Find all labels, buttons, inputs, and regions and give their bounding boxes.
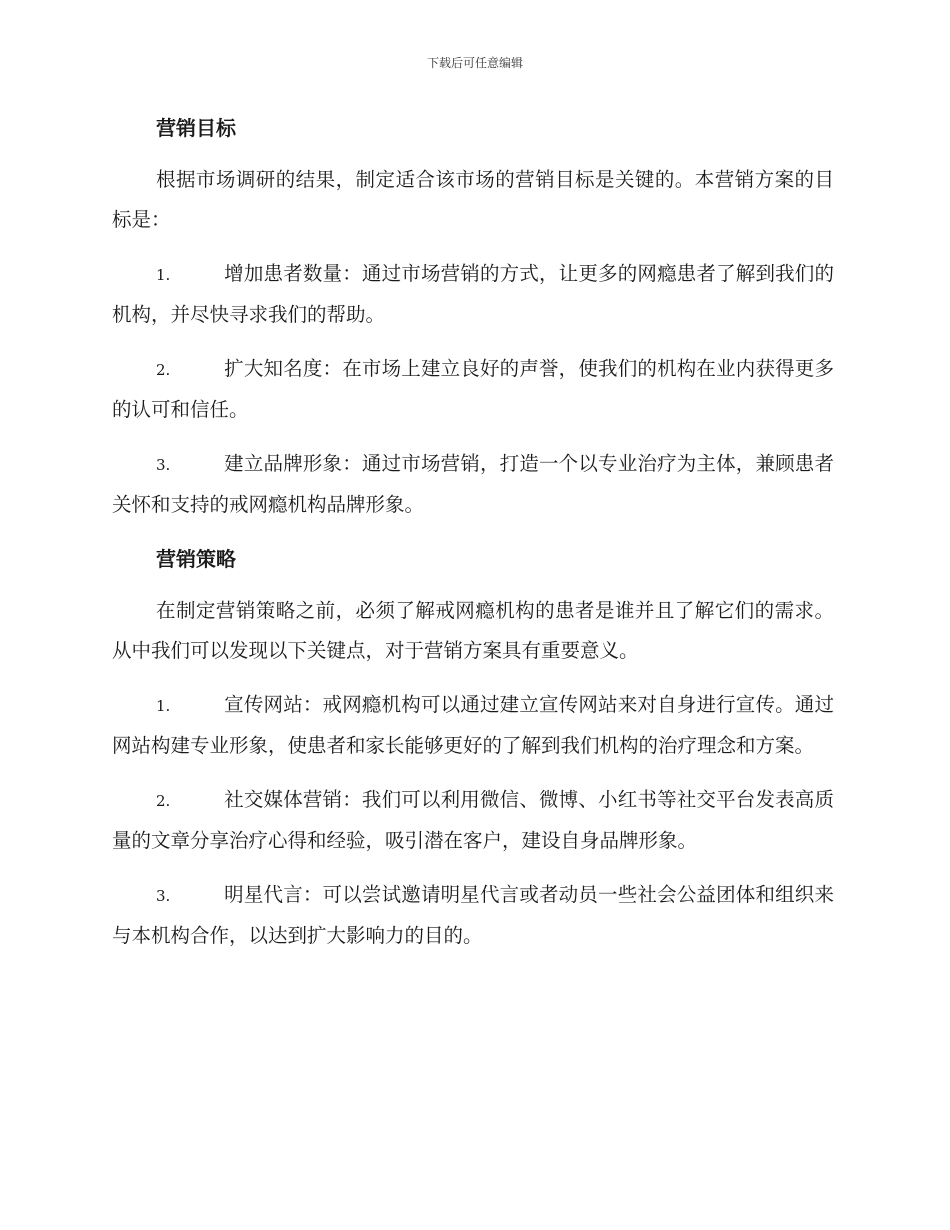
list-number: 2. xyxy=(156,792,171,810)
section-intro: 根据市场调研的结果，制定适合该市场的营销目标是关键的。本营销方案的目标是： xyxy=(112,168,834,231)
list-number: 1. xyxy=(156,266,171,284)
list-number: 3. xyxy=(156,887,171,905)
list-item xyxy=(112,875,834,956)
list-item xyxy=(112,685,834,766)
page-header: 下载后可任意编辑 xyxy=(426,56,523,70)
document-content xyxy=(112,108,834,970)
section-heading: 营销目标 xyxy=(156,116,236,140)
list-item xyxy=(112,444,834,525)
section-heading: 营销策略 xyxy=(156,547,236,571)
section-intro: 在制定营销策略之前，必须了解戒网瘾机构的患者是谁并且了解它们的需求。从中我们可以发现以下关键点，对于营销方案具有重要意义。 xyxy=(112,599,834,662)
section-marketing-strategy xyxy=(112,539,834,956)
list-number: 2. xyxy=(156,361,171,379)
list-number: 1. xyxy=(156,697,171,715)
list-item xyxy=(112,780,834,861)
list-number: 3. xyxy=(156,456,171,474)
list-item xyxy=(112,254,834,335)
list-text: 社交媒体营销：我们可以利用微信、微博、小红书等社交平台发表高质量的文章分享治疗心得和经验，吸引潜在客户，建设自身品牌形象。 xyxy=(112,788,834,852)
list-text: 增加患者数量：通过市场营销的方式，让更多的网瘾患者了解到我们的机构，并尽快寻求我们的帮助。 xyxy=(112,262,834,326)
list-text: 建立品牌形象：通过市场营销，打造一个以专业治疗为主体，兼顾患者关怀和支持的戒网瘾机构品牌形象。 xyxy=(112,452,834,516)
list-item xyxy=(112,349,834,430)
list-text: 明星代言：可以尝试邀请明星代言或者动员一些社会公益团体和组织来与本机构合作，以达到扩大影响力的目的。 xyxy=(112,883,834,947)
list-text: 宣传网站：戒网瘾机构可以通过建立宣传网站来对自身进行宣传。通过网站构建专业形象，使患者和家长能够更好的了解到我们机构的治疗理念和方案。 xyxy=(112,693,834,757)
list-text: 扩大知名度：在市场上建立良好的声誉，使我们的机构在业内获得更多的认可和信任。 xyxy=(112,357,834,421)
section-marketing-goals xyxy=(112,108,834,525)
